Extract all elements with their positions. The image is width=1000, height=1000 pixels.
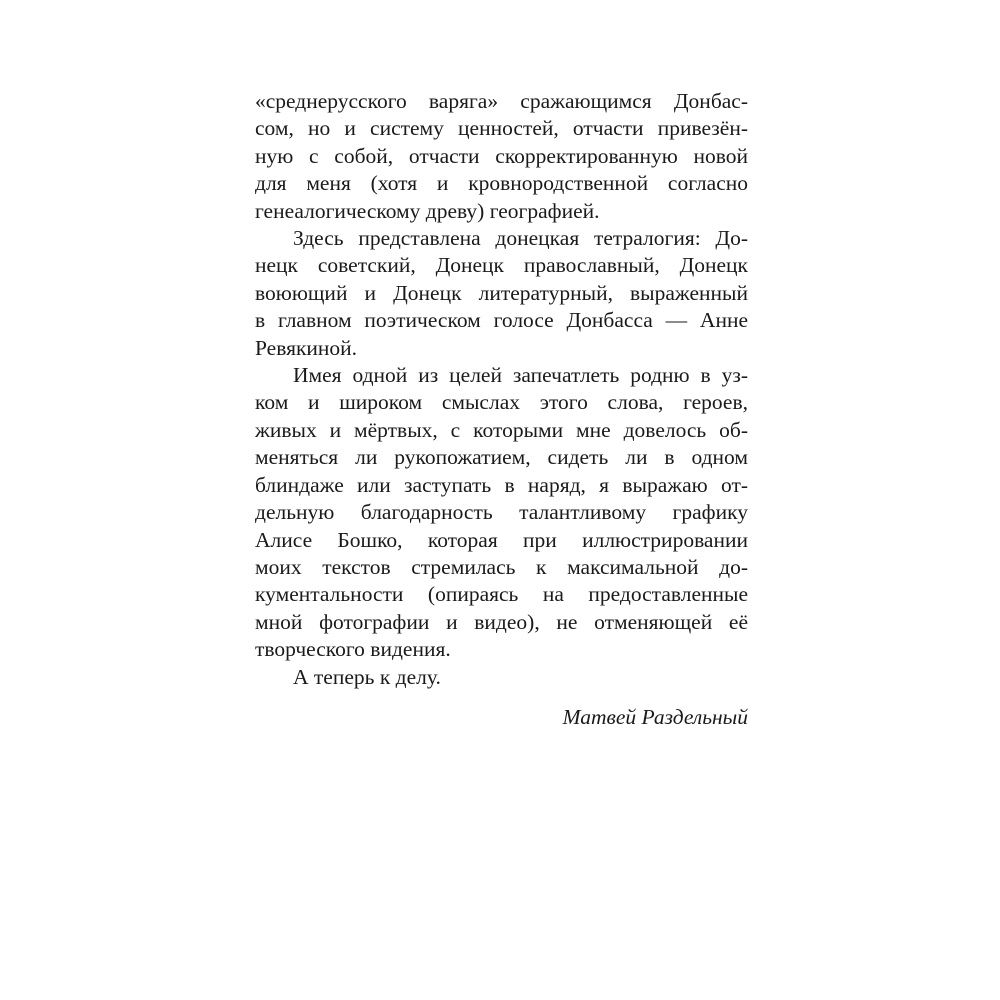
text-line: в главном поэтическом голосе Донбасса — Анне [255,308,748,333]
text-page [255,88,748,731]
author-signature: Матвей Раздельный [562,704,748,729]
text-line: Алисе Бошко, которая при иллюстрировании [255,527,748,552]
text-line: Здесь представлена донецкая тетралогия: До- [293,226,748,251]
text-line: творческого видения. [255,637,451,662]
text-line: сом, но и систему ценностей, отчасти привезён- [255,116,748,141]
paragraph-3 [255,362,748,663]
text-line: ную с собой, отчасти скорректированную новой [255,143,748,168]
text-line: для меня (хотя и кровнородственной согласно [255,171,748,196]
text-line: ком и широком смыслах этого слова, героев, [255,390,748,415]
text-line: «среднерусского варяга» сражающимся Донбас- [255,89,748,113]
text-line: меняться ли рукопожатием, сидеть ли в одном [255,445,748,470]
text-line: Имея одной из целей запечатлеть родню в уз- [293,363,748,388]
paragraph-1 [255,88,748,225]
text-line: моих текстов стремилась к максимальной до- [255,554,748,579]
text-line: мной фотографии и видео), не отменяющей её [255,609,748,634]
text-line: воюющий и Донецк литературный, выраженный [255,280,748,305]
text-line: нецк советский, Донецк православный, Донецк [255,253,748,278]
paragraph-2 [255,225,748,362]
text-line: блиндаже или заступать в наряд, я выражаю от- [255,472,748,497]
paragraph-4 [255,664,748,691]
text-line: Ревякиной. [255,335,358,360]
text-line: генеалогическому древу) географией. [255,198,600,223]
text-line: дельную благодарность талантливому графику [255,500,748,525]
text-line: А теперь к делу. [293,664,441,689]
text-line: живых и мёртвых, с которыми мне довелось об- [255,417,748,442]
text-line: кументальности (опираясь на предоставленные [255,582,748,607]
